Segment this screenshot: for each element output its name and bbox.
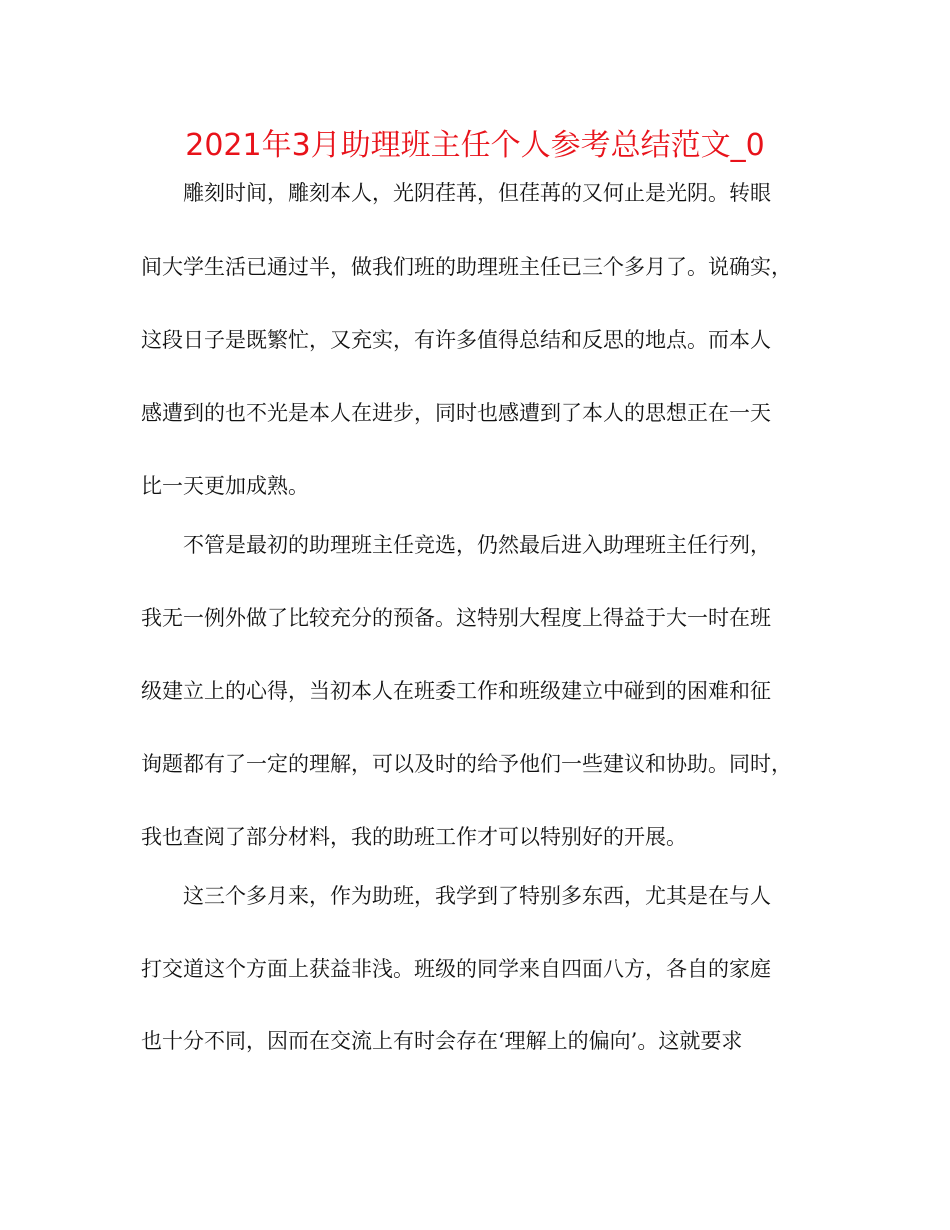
paragraph-2-line-3: 级建立上的心得，当初本人在班委工作和班级建立中碰到的困难和征	[141, 679, 771, 703]
paragraph-2-line-4: 询题都有了一定的理解，可以及时的给予他们一些建议和协助。同时，	[141, 752, 792, 776]
paragraph-3-line-1: 这三个多月来，作为助班，我学到了特别多东西，尤其是在与人	[183, 884, 771, 908]
paragraph-3-line-2: 打交道这个方面上获益非浅。班级的同学来自四面八方，各自的家庭	[141, 957, 771, 981]
document-title: 2021年3月助理班主任个人参考总结范文_0	[185, 128, 765, 163]
paragraph-2-line-1: 不管是最初的助理班主任竞选，仍然最后进入助理班主任行列，	[183, 533, 771, 557]
paragraph-2-line-5: 我也查阅了部分材料，我的助班工作才可以特别好的开展。	[141, 825, 687, 849]
paragraph-1-line-3: 这段日子是既繁忙，又充实，有许多值得总结和反思的地点。而本人	[141, 328, 771, 352]
paragraph-1-line-1: 雕刻时间，雕刻本人，光阴荏苒，但荏苒的又何止是光阴。转眼	[183, 181, 771, 205]
paragraph-1-line-4: 感遭到的也不光是本人在进步，同时也感遭到了本人的思想正在一天	[141, 401, 771, 425]
paragraph-1-line-5: 比一天更加成熟。	[141, 474, 309, 498]
paragraph-3-line-3: 也十分不同，因而在交流上有时会存在‘理解上的偏向’。这就要求	[141, 1029, 743, 1053]
paragraph-2-line-2: 我无一例外做了比较充分的预备。这特别大程度上得益于大一时在班	[141, 606, 771, 630]
paragraph-1-line-2: 间大学生活已通过半，做我们班的助理班主任已三个多月了。说确实，	[141, 255, 792, 279]
